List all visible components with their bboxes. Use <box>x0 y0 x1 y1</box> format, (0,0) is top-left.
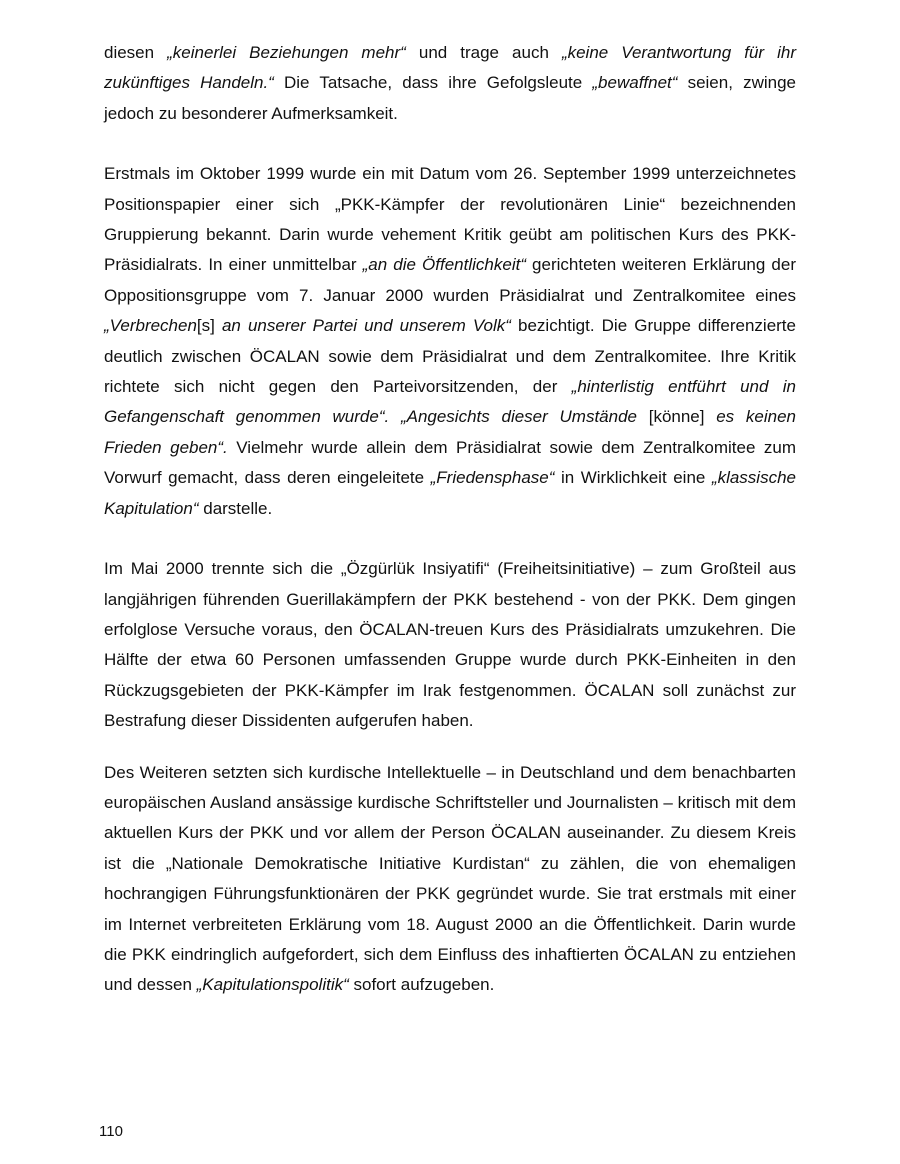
document-body <box>104 38 796 1001</box>
italic-quote-text: „klassische Kapitulation“ <box>104 468 796 518</box>
body-text: [könne] <box>637 407 717 427</box>
body-text: gerichteten weiteren Erklärung der Oppositionsgruppe vom 7. Januar 2000 wurden Präsidialrat und Zentralkomitee eines <box>104 255 796 305</box>
paragraph-4 <box>104 758 796 1001</box>
body-text: seien, zwinge jedoch zu besonderer Aufmerksamkeit. <box>104 73 797 123</box>
body-text: Die Tatsache, dass ihre Gefolgsleute <box>273 73 593 93</box>
italic-quote-text: „an die Öffentlichkeit“ <box>362 255 526 275</box>
body-text: darstelle. <box>198 498 273 518</box>
italic-quote-text: „Verbrechen <box>104 316 197 336</box>
page-number: 110 <box>99 1123 123 1140</box>
body-text: Erstmals im Oktober 1999 wurde ein mit Datum vom 26. September 1999 unterzeichnetes Positionspapier einer sich „PKK-Kämpfer der revolutionären Linie“ bezeichnenden Gruppierung bekannt. Darin wurde vehement Kritik geübt am politischen Kurs des PKK-Präsidialrats. In einer unmittelbar <box>104 164 796 275</box>
italic-quote-text: an unserer Partei und unserem Volk“ <box>214 316 511 336</box>
italic-quote-text: es keinen Frieden geben“. <box>104 407 796 457</box>
paragraph-1 <box>104 38 796 129</box>
paragraph-2 <box>104 159 796 524</box>
italic-quote-text: „hinterlistig entführt und in Gefangenschaft genommen wurde“. „Angesichts dieser Umstände <box>104 377 796 427</box>
body-text: diesen <box>104 43 168 62</box>
italic-quote-text: „keine Verantwortung für ihr zukünftiges Handeln.“ <box>104 43 797 93</box>
body-text: und trage auch <box>405 43 562 62</box>
italic-quote-text: „Friedensphase“ <box>430 468 555 488</box>
body-text: Des Weiteren setzten sich kurdische Intellektuelle – in Deutschland und dem benachbarten europäischen Ausland ansässige kurdische Schriftsteller und Journalisten – kritisch mit dem aktuellen Kurs der PKK und vor allem der Person ÖCALAN auseinander. Zu diesem Kreis ist die „Nationale Demokratische Initiative Kurdistan“ zu zählen, die von ehemaligen hochrangigen Führungsfunktionären der PKK gegründet wurde. Sie trat erstmals mit einer im Internet verbreiteten Erklärung vom 18. August 2000 an die Öffentlichkeit. Darin wurde die PKK eindringlich aufgefordert, sich dem Einfluss des inhaftierten ÖCALAN zu entziehen und dessen <box>104 762 796 995</box>
body-text: bezichtigt. Die Gruppe differenzierte deutlich zwischen ÖCALAN sowie dem Präsidialrat und dem Zentralkomitee. Ihre Kritik richtete sich nicht gegen den Parteivorsitzenden, der <box>104 316 796 397</box>
italic-quote-text: „keinerlei Beziehungen mehr“ <box>167 43 406 62</box>
body-text: sofort aufzugeben. <box>348 975 495 995</box>
body-text: in Wirklichkeit eine <box>554 468 712 488</box>
body-text: Vielmehr wurde allein dem Präsidialrat sowie dem Zentralkomitee zum Vorwurf gemacht, dass deren eingeleitete <box>104 437 796 488</box>
italic-quote-text: „bewaffnet“ <box>592 73 678 93</box>
italic-quote-text: „Kapitulationspolitik“ <box>196 975 349 995</box>
paragraph-3 <box>104 554 796 736</box>
body-text: [s] <box>196 316 215 336</box>
body-text: Im Mai 2000 trennte sich die „Özgürlük Insiyatifi“ (Freiheitsinitiative) – zum Großteil aus langjährigen führenden Guerillakämpfern der PKK bestehend - von der PKK. Dem gingen erfolglose Versuche voraus, den ÖCALAN-treuen Kurs des Präsidialrats umzukehren. Die Hälfte der etwa 60 Personen umfassenden Gruppe wurde durch PKK-Einheiten in den Rückzugsgebieten der PKK-Kämpfer im Irak festgenommen. ÖCALAN soll zunächst zur Bestrafung dieser Dissidenten aufgerufen haben. <box>104 559 796 731</box>
